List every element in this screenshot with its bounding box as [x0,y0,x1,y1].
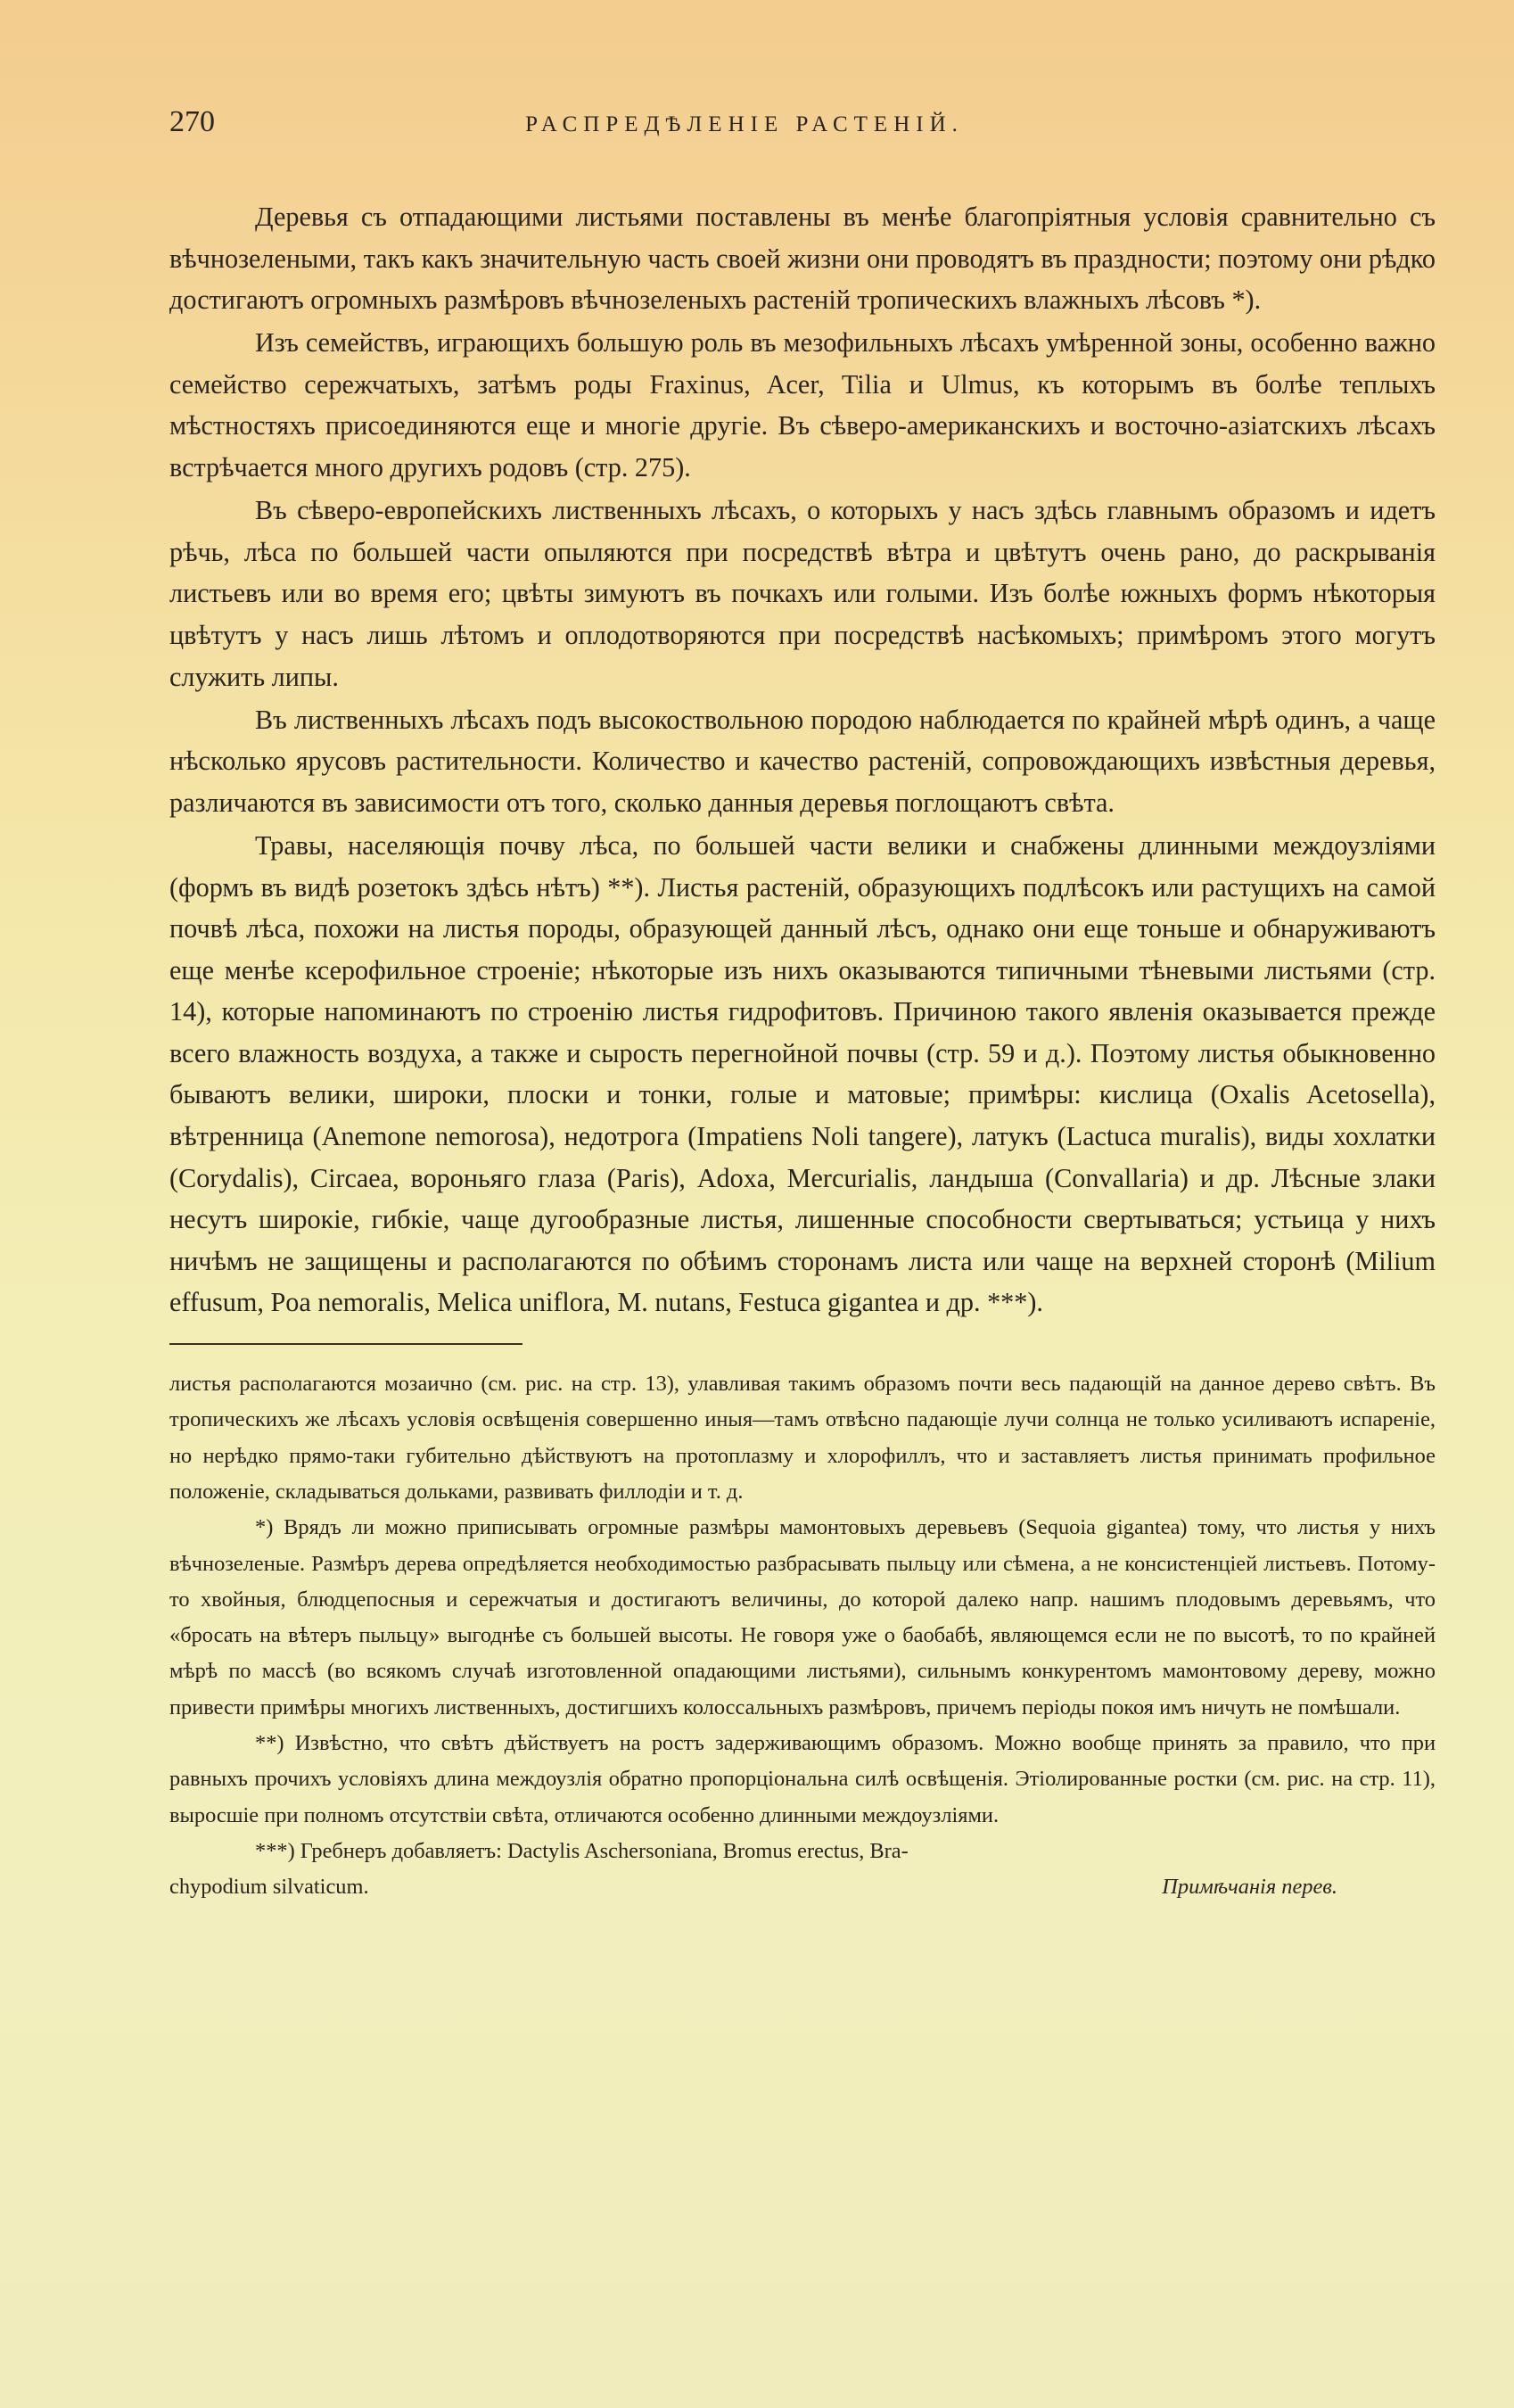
footnote-1: *) Врядъ ли можно приписывать огромные размѣры мамонтовыхъ деревьевъ (Sequoia gigantea) тому, что листья у нихъ вѣчнозеленые. Размѣръ дерева опредѣляется необходимостью разбрасывать пыльцу или сѣмена, а не консистенціей листьевъ. Потому-то хвойныя, блюдцепосныя и сережчатыя и достигаютъ величины, до которой далеко напр. нашимъ плодовымъ деревьямъ, что «бросать на вѣтеръ пыльцу» выгоднѣе съ большей высоты. Не говоря уже о баобабѣ, являющемся если не по высотѣ, то по крайней мѣрѣ по массѣ (во всякомъ случаѣ изготовленной опадающими листьями), сильнымъ конкурентомъ мамонтовому дереву, можно привести примѣры многихъ лиственныхъ, достигшихъ колоссальныхъ размѣровъ, причемъ періоды покоя имъ ничуть не помѣшали. [169,1515,1436,1719]
page-header [169,105,1436,159]
paragraph: Въ лиственныхъ лѣсахъ подъ высокоствольною породою наблюдается по крайней мѣрѣ одинъ, а чаще нѣсколько ярусовъ растительности. Количество и качество растеній, сопровождающихъ извѣстныя деревья, различаются въ зависимости отъ того, сколько данныя деревья поглощаютъ свѣта. [169,704,1436,818]
main-text [169,196,1436,1324]
paragraph: Изъ семействъ, играющихъ большую роль въ мезофильныхъ лѣсахъ умѣренной зоны, особенно важно семейство сережчатыхъ, затѣмъ роды Fraxinus, Acer, Tilia и Ulmus, къ которымъ въ болѣе теплыхъ мѣстностяхъ присоединяются еще и многіе другіе. Въ сѣверо-американскихъ и восточно-азіатскихъ лѣсахъ встрѣчается много другихъ родовъ (стр. 275). [169,327,1436,483]
footnote-3-end: chypodium silvaticum. [169,1875,369,1900]
paragraph: Въ сѣверо-европейскихъ лиственныхъ лѣсахъ, о которыхъ у насъ здѣсь главнымъ образомъ и идетъ рѣчь, лѣса по большей части опыляются при посредствѣ вѣтра и цвѣтутъ очень рано, до раскрыванія листьевъ или во время его; цвѣты зимуютъ въ почкахъ или голыми. Изъ болѣе южныхъ формъ нѣкоторыя цвѣтутъ у насъ лишь лѣтомъ и оплодотворяются при посредствѣ насѣкомыхъ; примѣромъ этого могутъ служить липы. [169,495,1436,692]
footnotes [169,1366,1436,1905]
footnote-3: ***) Гребнеръ добавляетъ: Dactylis Aschersoniana, Bromus erectus, Bra- [255,1838,909,1863]
paragraph: Травы, населяющія почву лѣса, по большей части велики и снабжены длинными междоузліями (формъ въ видѣ розетокъ здѣсь нѣтъ) **). Листья растеній, образующихъ подлѣсокъ или растущихъ на самой почвѣ лѣса, похожи на листья породы, образующей данный лѣсъ, однако они еще тоньше и обнаруживаютъ еще менѣе ксерофильное строеніе; нѣкоторые изъ нихъ оказываются типичными тѣневыми листьями (стр. 14), которые напоминаютъ по строенію листья гидрофитовъ. Причиною такого явленія оказывается прежде всего влажность воздуха, а также и сырость перегнойной почвы (стр. 59 и д.). Поэтому листья обыкновенно бываютъ велики, широки, плоски и тонки, голые и матовые; примѣры: кислица (Oxalis Acetosella), вѣтренница (Anemone nemorosa), недотрога (Impatiens Noli tangere), латукъ (Lactuca muralis), виды хохлатки (Corydalis), Circaea, вороньяго глаза (Paris), Adoxa, Mercurialis, ландыша (Convallaria) и др. Лѣсные злаки несутъ широкіе, гибкіе, чаще дугообразные листья, лишенные способности свертываться; устьица у нихъ ничѣмъ не защищены и располагаются по обѣимъ сторонамъ листа или чаще на верхней сторонѣ (Milium effusum, Poa nemoralis, Melica uniflora, M. nutans, Festuca gigantea и др. ***). [169,829,1436,1318]
footnote-3-end-line [169,1869,1436,1905]
page-number: 270 [169,105,215,138]
footnote-divider [169,1343,522,1345]
book-page [169,105,1436,2371]
running-title: РАСПРЕДѢЛЕНІЕ РАСТЕНІЙ. [525,112,964,136]
paragraph: Деревья съ отпадающими листьями поставлены въ менѣе благопріятныя условія сравнительно съ вѣчнозелеными, такъ какъ значительную часть своей жизни они проводятъ въ праздности; поэтому они рѣдко достигаютъ огромныхъ размѣровъ вѣчнозеленыхъ растеній тропическихъ влажныхъ лѣсовъ *). [169,202,1436,316]
translator-notes-signature: Примѣчанія перев. [1162,1875,1337,1900]
footnote-2: **) Извѣстно, что свѣтъ дѣйствуетъ на ростъ задерживающимъ образомъ. Можно вообще принять за правило, что при равныхъ прочихъ условіяхъ длина междоузлія обратно пропорціональна силѣ освѣщенія. Этіолированные ростки (см. рис. на стр. 11), выросшіе при полномъ отсутствіи свѣта, отличаются особенно длинными междоузліями. [169,1731,1436,1827]
footnote-continuation: листья располагаются мозаично (см. рис. на стр. 13), улавливая такимъ образомъ почти весь падающій на данное дерево свѣтъ. Въ тропическихъ же лѣсахъ условія освѣщенія совершенно иныя—тамъ отвѣсно падающіе лучи солнца не только усиливаютъ испареніе, но нерѣдко прямо-таки губительно дѣйствуютъ на протоплазму и хлорофиллъ, что и заставляетъ листья принимать профильное положеніе, складываться дольками, развивать филлодіи и т. д. [169,1372,1436,1504]
